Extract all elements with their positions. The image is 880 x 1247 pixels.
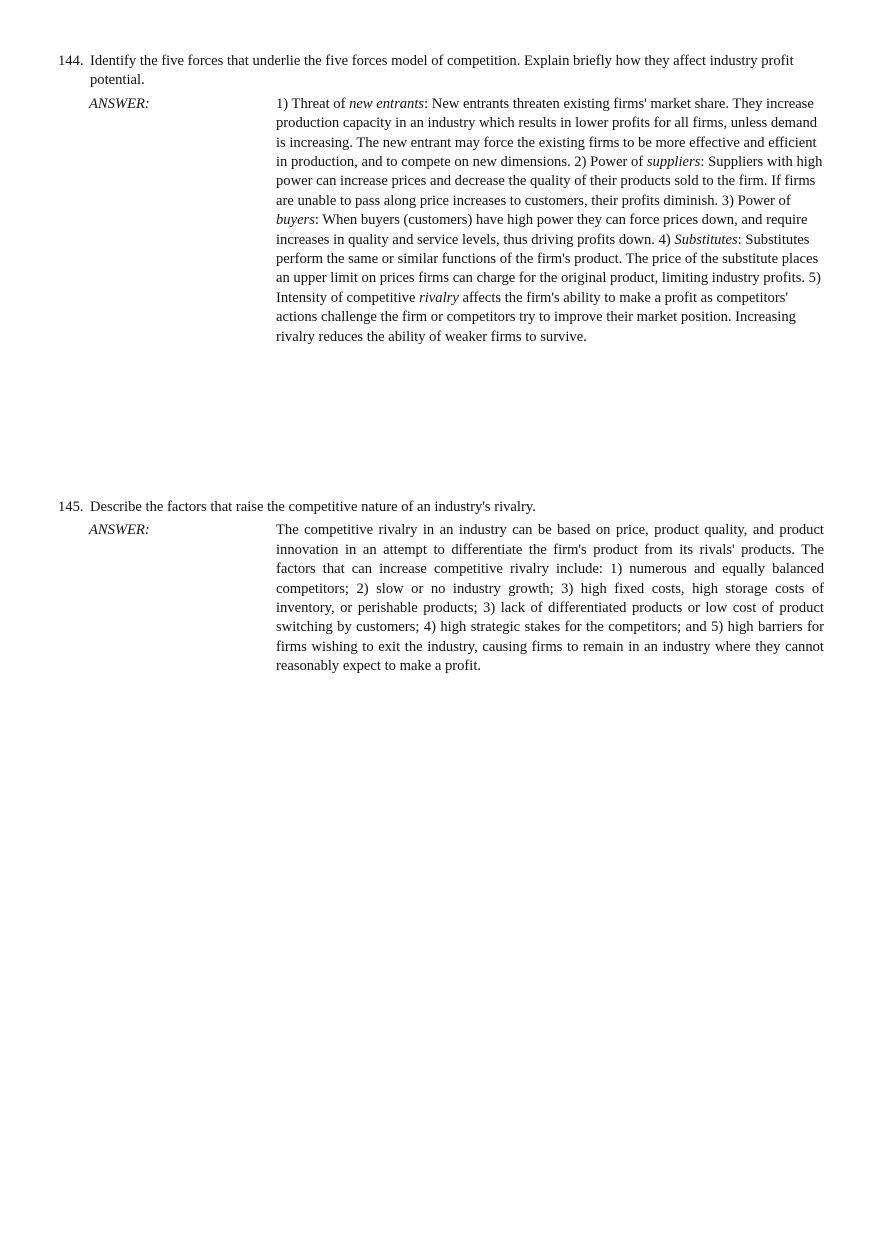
answer-text (276, 95, 824, 347)
answer-term: rivalry (419, 289, 459, 306)
question-number: 145. (58, 499, 84, 515)
answer-label: ANSWER: (89, 522, 150, 539)
question-145 (58, 498, 824, 677)
answer-term: buyers (276, 212, 315, 229)
answer-run: : When buyers (customers) have high power they can force prices down, and require increases in quality and service levels, thus driving profits down. 4) (276, 212, 808, 248)
answer-run: affects the firm's ability to make a profit as competitors' actions challenge the firm or competitors try to improve their market position. Increasing rivalry reduces the ability of weaker firms to survive. (276, 289, 796, 345)
question-prompt (58, 498, 818, 517)
answer-run: The competitive rivalry in an industry can be based on price, product quality, and product innovation in an attempt to differentiate the firm's product from its rivals' products. The factors that can increase competitive rivalry include: 1) numerous and equally balanced competitors; 2) slow or no industry growth; 3) high fixed costs, high storage costs of inventory, or perishable products; 3) lack of differentiated products or low cost of product switching by customers; 4) high strategic stakes for the competitors; and 5) high barriers for firms wishing to exit the industry, causing firms to remain in an industry where they cannot reasonably expect to make a profit. (276, 522, 824, 675)
question-text: Describe the factors that raise the competitive nature of an industry's rivalry. (90, 499, 536, 515)
question-144 (58, 52, 823, 347)
answer-run: : Suppliers with high power can increase prices and decrease the quality of their products sold to the firm. If firms are unable to pass along price increases to customers, their profits diminish. 3) Power of (276, 154, 823, 209)
question-number: 144. (58, 53, 84, 69)
answer-run: : Substitutes perform the same or similar functions of the firm's product. The price of the substitute places an upper limit on prices firms can charge for the original product, limiting industry profits. 5) Intensity of competitive (276, 231, 821, 306)
answer-block (58, 521, 824, 676)
question-prompt (58, 52, 818, 91)
answer-run: 1) Threat of (276, 95, 350, 112)
question-text: Identify the five forces that underlie the five forces model of competition. Explain briefly how they affect industry profit potential. (90, 53, 794, 89)
answer-term: suppliers (646, 154, 701, 171)
answer-text (276, 521, 824, 676)
answer-term: new entrants (349, 95, 425, 112)
answer-block (58, 95, 823, 347)
answer-label: ANSWER: (89, 95, 150, 112)
answer-term: Substitutes (674, 231, 738, 248)
answer-run: : New entrants threaten existing firms' market share. They increase production capacity in an industry which results in lower profits for all firms, unless demand is increasing. The new entrant may force the existing firms to be more effective and efficient in production, and to compete on new dimensions. 2) Power of (276, 95, 818, 171)
